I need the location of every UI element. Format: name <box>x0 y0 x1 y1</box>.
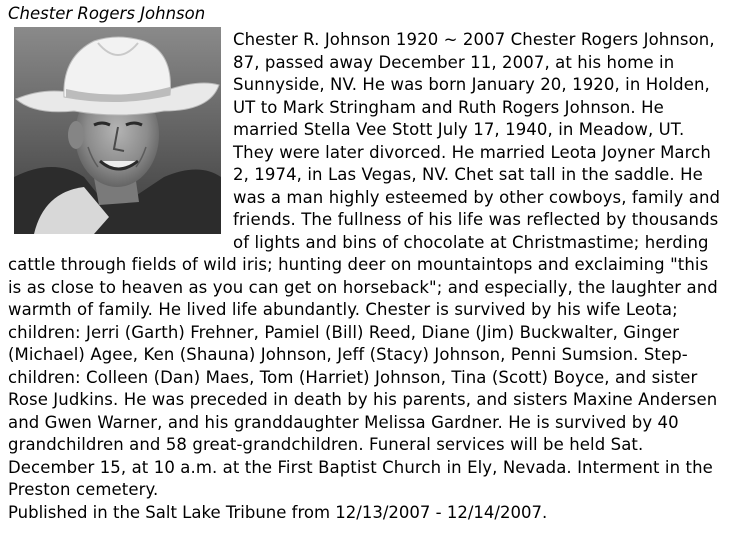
obituary-name-heading: Chester Rogers Johnson <box>8 4 206 23</box>
publication-notice: Published in the Salt Lake Tribune from 12/13/2007 - 12/14/2007. <box>8 502 548 522</box>
obituary-page <box>8 3 724 524</box>
obituary-body: Chester R. Johnson 1920 ~ 2007 Chester Rogers Johnson, 87, passed away December 11, 2007, at his home in Sunnyside, NV. He was born January 20, 1920, in Holden, UT to Mark Stringham and Ruth Rogers Johnson. He married Stella Vee Stott July 17, 1940, in Meadow, UT. They were later divorced. He married Leota Joyner March 2, 1974, in Las Vegas, NV. Chet sat tall in the saddle. He was a man highly esteemed by other cowboys, family and friends. The fullness of his life was reflected by thousands of lights and bins of chocolate at Christmastime; herding cattle through fields of wild iris; hunting deer on mountaintops and exclaiming "this is as close to heaven as you can get on horseback"; and especially, the laughter and warmth of family. He lived life abundantly. Chester is survived by his wife Leota; children: Jerri (Garth) Frehner, Pamiel (Bill) Reed, Diane (Jim) Buckwalter, Ginger (Michael) Agee, Ken (Shauna) Johnson, Jeff (Stacy) Johnson, Penni Sumsion. Step-children: Colleen (Dan) Maes, Tom (Harriet) Johnson, Tina (Scott) Boyce, and sister Rose Judkins. He was preceded in death by his parents, and sisters Maxine Andersen and Gwen Warner, and his granddaughter Melissa Gardner. He is survived by 40 grandchildren and 58 great-grandchildren. Funeral services will be held Sat. December 15, at 10 a.m. at the First Baptist Church in Ely, Nevada. Interment in the Preston cemetery. <box>8 30 721 499</box>
portrait-photo-icon <box>14 27 221 234</box>
portrait-photo <box>14 27 221 234</box>
